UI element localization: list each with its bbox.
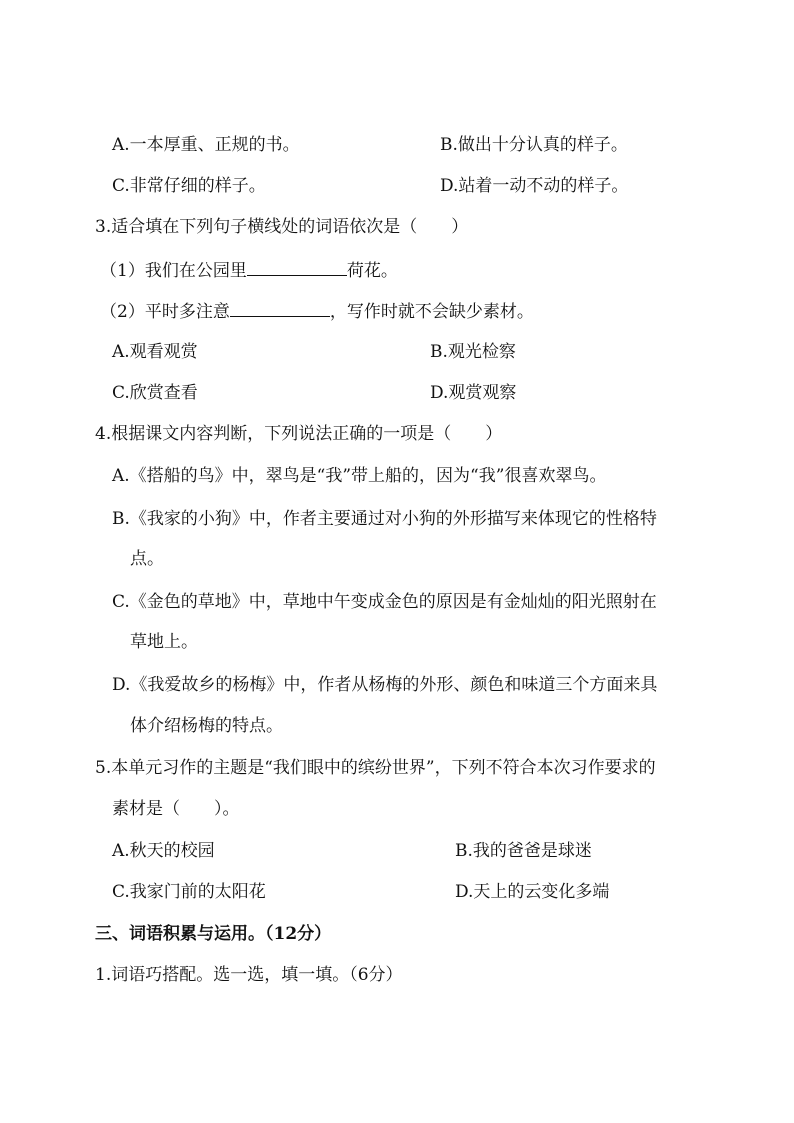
q3-s2-after: ，写作时就不会缺少素材。 [329,302,534,322]
q5-option-d: D.天上的云变化多端 [455,882,610,902]
q3-option-a: A.观看观赏 [112,342,198,362]
q4-option-c-line2: 草地上。 [130,632,198,652]
q5-option-b: B.我的爸爸是球迷 [455,841,592,861]
q4-option-a: A.《搭船的鸟》中，翠鸟是“我”带上船的，因为“我”很喜欢翠鸟。 [112,466,607,486]
q4-option-b-line2: 点。 [130,549,164,569]
q3-s1-before: （1）我们在公园里 [100,261,247,281]
q4-option-d-line1: D.《我爱故乡的杨梅》中，作者从杨梅的外形、颜色和味道三个方面来具 [112,675,658,695]
section-3-title: 三、词语积累与运用。（12分） [95,924,332,944]
q3-sentence-1 [100,257,398,283]
q3-option-c: C.欣赏查看 [112,383,198,403]
q5-option-c: C.我家门前的太阳花 [112,882,266,902]
q3-s2-before: （2）平时多注意 [100,302,230,322]
q4-option-c-line1: C.《金色的草地》中，草地中午变成金色的原因是有金灿灿的阳光照射在 [112,592,657,612]
q5-stem-line1: 5.本单元习作的主题是“我们眼中的缤纷世界”，下列不符合本次习作要求的 [95,758,656,778]
q2-option-a: A.一本厚重、正规的书。 [112,135,300,155]
q3-s1-after: 荷花。 [346,261,398,281]
section-3-q1: 1.词语巧搭配。选一选，填一填。（6分） [95,965,403,985]
q3-blank-1 [247,257,347,276]
q3-option-d: D.观赏观察 [430,383,517,403]
q4-option-b-line1: B.《我家的小狗》中，作者主要通过对小狗的外形描写来体现它的性格特 [112,509,657,529]
q2-option-b: B.做出十分认真的样子。 [440,135,628,155]
q4-stem: 4.根据课文内容判断，下列说法正确的一项是（ ） [95,424,503,444]
q3-blank-2 [230,298,330,317]
q5-stem-line2: 素材是（ ）。 [112,799,240,819]
q3-stem: 3.适合填在下列句子横线处的词语依次是（ ） [95,217,469,237]
q3-sentence-2 [100,298,534,324]
q3-option-b: B.观光检察 [430,342,516,362]
q4-option-d-line2: 体介绍杨梅的特点。 [130,716,283,736]
q5-option-a: A.秋天的校园 [112,841,215,861]
q2-option-d: D.站着一动不动的样子。 [440,176,629,196]
q2-option-c: C.非常仔细的样子。 [112,176,266,196]
